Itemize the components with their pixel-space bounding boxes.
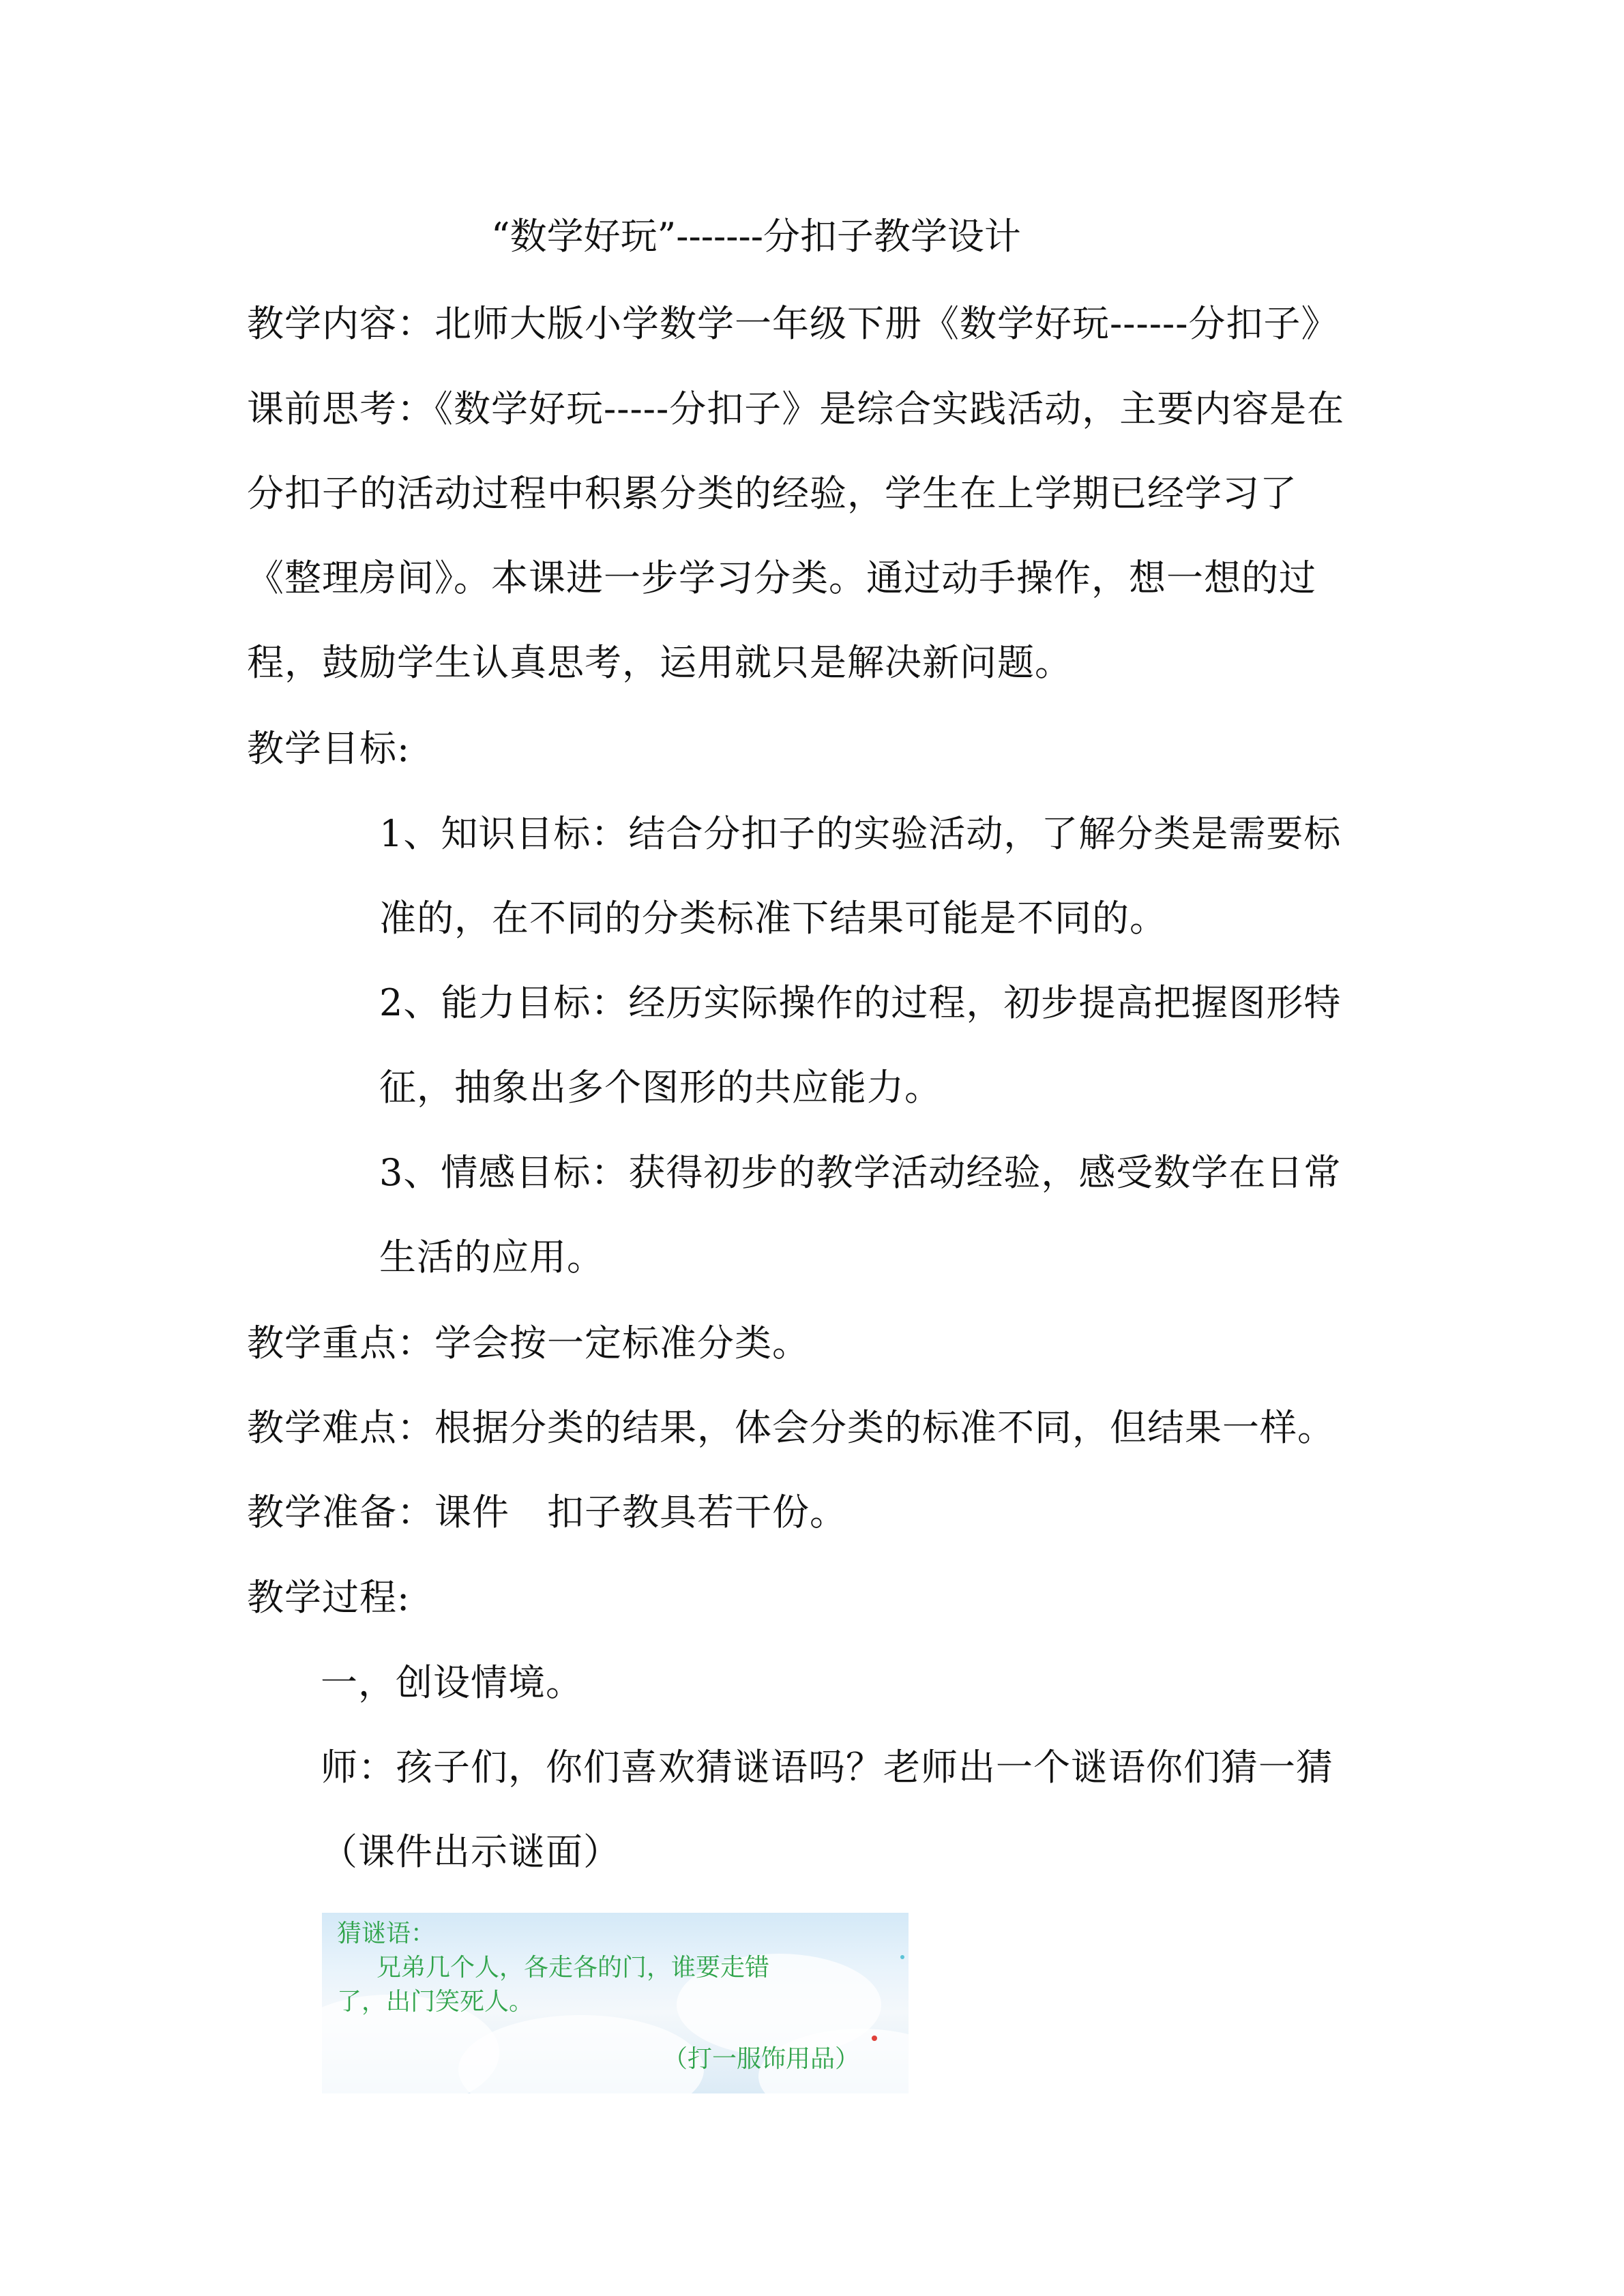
thinking-line-3: 《整理房间》。本课进一步学习分类。通过动手操作，想一想的过: [247, 556, 1316, 599]
goals-heading: 教学目标:: [247, 727, 411, 770]
goal-3-line-1: 3、情感目标：获得初步的教学活动经验，感受数学在日常: [379, 1151, 1342, 1194]
process-step-1: 一，创设情境。: [321, 1661, 583, 1704]
riddle-hint: （打一服饰用品）: [663, 2045, 860, 2073]
goal-2-line-2: 征，抽象出多个图形的共应能力。: [379, 1066, 942, 1109]
riddle-line-2: 了，出门笑死人。: [337, 1988, 534, 2016]
riddle-title: 猜谜语：: [337, 1920, 436, 1948]
process-heading: 教学过程:: [247, 1576, 411, 1619]
difficulty: 教学难点：根据分类的结果，体会分类的标准不同，但结果一样。: [247, 1406, 1335, 1449]
teaching-content: 教学内容：北师大版小学数学一年级下册《数学好玩------分扣子》: [247, 302, 1339, 345]
sparkle-icon: [900, 1955, 904, 1959]
riddle-image: [322, 1913, 909, 2093]
goal-1-line-1: 1、知识目标：结合分扣子的实验活动，了解分类是需要标: [379, 812, 1342, 855]
sparkle-icon: [872, 2036, 877, 2041]
key-point: 教学重点：学会按一定标准分类。: [247, 1322, 810, 1365]
thinking-line-2: 分扣子的活动过程中积累分类的经验，学生在上学期已经学习了: [247, 472, 1297, 515]
goal-1-line-2: 准的，在不同的分类标准下结果可能是不同的。: [379, 897, 1167, 940]
goal-2-line-1: 2、能力目标：经历实际操作的过程，初步提高把握图形特: [379, 981, 1342, 1024]
preparation: 教学准备：课件 扣子教具若干份。: [247, 1491, 847, 1534]
document-title: “数学好玩”-------分扣子教学设计: [491, 215, 1021, 258]
teacher-line-1: 师：孩子们，你们喜欢猜谜语吗？老师出一个谜语你们猜一猜: [321, 1746, 1333, 1789]
thinking-line-4: 程，鼓励学生认真思考，运用就只是解决新问题。: [247, 641, 1072, 684]
thinking-line-1: 课前思考：《数学好玩-----分扣子》是综合实践活动，主要内容是在: [247, 387, 1345, 430]
teacher-line-2: （课件出示谜面）: [321, 1830, 621, 1873]
riddle-line-1: 兄弟几个人，各走各的门，谁要走错: [377, 1954, 770, 1982]
goal-3-line-2: 生活的应用。: [379, 1236, 604, 1279]
